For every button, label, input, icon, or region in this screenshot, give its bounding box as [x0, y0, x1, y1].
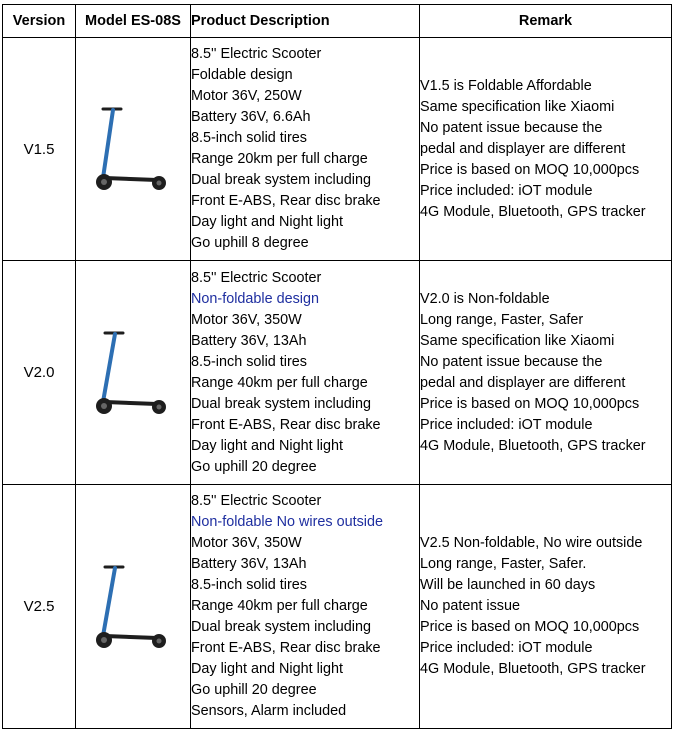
description-line: Range 20km per full charge [191, 151, 368, 167]
description-line: Dual break system including [191, 395, 371, 412]
description-line: Day light and Night light [191, 214, 343, 230]
model-image-cell [76, 485, 191, 729]
remark-line: No patent issue because the [420, 119, 603, 136]
remark-line: Long range, Faster, Safer. [420, 556, 587, 572]
remark-line: Will be launched in 60 days [420, 577, 596, 593]
remark-line: Price included: iOT module [420, 640, 593, 656]
remark-line: No patent issue because the [420, 353, 603, 370]
description-line: Battery 36V, 13Ah [191, 332, 307, 349]
description-line: Go uphill 8 degree [191, 235, 309, 251]
description-line: Sensors, Alarm included [191, 703, 347, 719]
description-cell [191, 485, 420, 729]
description-line: 8.5-inch solid tires [191, 130, 307, 146]
description-line: Go uphill 20 degree [191, 682, 317, 698]
remark-line: Price included: iOT module [420, 416, 593, 433]
remark-line: pedal and displayer are different [420, 374, 626, 391]
model-image-cell [76, 38, 191, 261]
header-model: Model ES-08S [76, 5, 191, 38]
header-description: Product Description [191, 5, 420, 38]
description-line: Battery 36V, 13Ah [191, 556, 307, 572]
description-cell [191, 261, 420, 485]
description-line: Motor 36V, 250W [191, 88, 302, 104]
description-line: 8.5'' Electric Scooter [191, 46, 322, 62]
description-line: Day light and Night light [191, 661, 343, 677]
remark-line: Same specification like Xiaomi [420, 332, 615, 349]
description-line: Range 40km per full charge [191, 374, 368, 391]
table-row [3, 485, 672, 729]
version-cell: V1.5 [3, 38, 76, 261]
remark-cell [420, 38, 672, 261]
remark-line: No patent issue [420, 598, 520, 614]
description-line: Motor 36V, 350W [191, 311, 302, 328]
model-image-cell [76, 261, 191, 485]
description-line: 8.5'' Electric Scooter [191, 493, 322, 509]
remark-line: Same specification like Xiaomi [420, 98, 615, 115]
version-cell: V2.5 [3, 485, 76, 729]
description-line: Day light and Night light [191, 437, 343, 454]
remark-line: Price is based on MOQ 10,000pcs [420, 395, 640, 412]
description-line: Dual break system including [191, 172, 371, 188]
remark-line: pedal and displayer are different [420, 140, 626, 157]
remark-line: V1.5 is Foldable Affordable [420, 77, 592, 94]
remark-line: Price is based on MOQ 10,000pcs [420, 161, 640, 178]
description-line: Go uphill 20 degree [191, 458, 317, 475]
description-line: Battery 36V, 6.6Ah [191, 109, 311, 125]
remark-cell [420, 485, 672, 729]
description-line-highlight: Non-foldable No wires outside [191, 514, 383, 530]
scooter-icon [93, 562, 173, 652]
description-line: Foldable design [191, 67, 293, 83]
remark-line: 4G Module, Bluetooth, GPS tracker [420, 203, 646, 220]
spec-table [2, 4, 672, 729]
remark-line: 4G Module, Bluetooth, GPS tracker [420, 437, 646, 454]
remark-line: V2.0 is Non-foldable [420, 290, 550, 307]
remark-line: 4G Module, Bluetooth, GPS tracker [420, 661, 646, 677]
remark-line: V2.5 Non-foldable, No wire outside [420, 535, 643, 551]
table-row [3, 38, 672, 261]
description-line-highlight: Non-foldable design [191, 290, 320, 307]
remark-line: Price is based on MOQ 10,000pcs [420, 619, 640, 635]
header-remark: Remark [420, 5, 672, 38]
header-version: Version [3, 5, 76, 38]
table-row [3, 261, 672, 485]
description-cell [191, 38, 420, 261]
description-line: 8.5-inch solid tires [191, 577, 307, 593]
description-line: Motor 36V, 350W [191, 535, 302, 551]
scooter-icon [93, 328, 173, 418]
description-line: 8.5-inch solid tires [191, 353, 307, 370]
description-line: Front E-ABS, Rear disc brake [191, 640, 381, 656]
description-line: Front E-ABS, Rear disc brake [191, 416, 381, 433]
remark-line: Long range, Faster, Safer [420, 311, 584, 328]
description-line: Dual break system including [191, 619, 371, 635]
version-cell: V2.0 [3, 261, 76, 485]
header-row [3, 5, 672, 38]
remark-line: Price included: iOT module [420, 182, 593, 199]
scooter-icon [93, 104, 173, 194]
description-line: 8.5'' Electric Scooter [191, 269, 322, 286]
remark-cell [420, 261, 672, 485]
description-line: Range 40km per full charge [191, 598, 368, 614]
description-line: Front E-ABS, Rear disc brake [191, 193, 381, 209]
